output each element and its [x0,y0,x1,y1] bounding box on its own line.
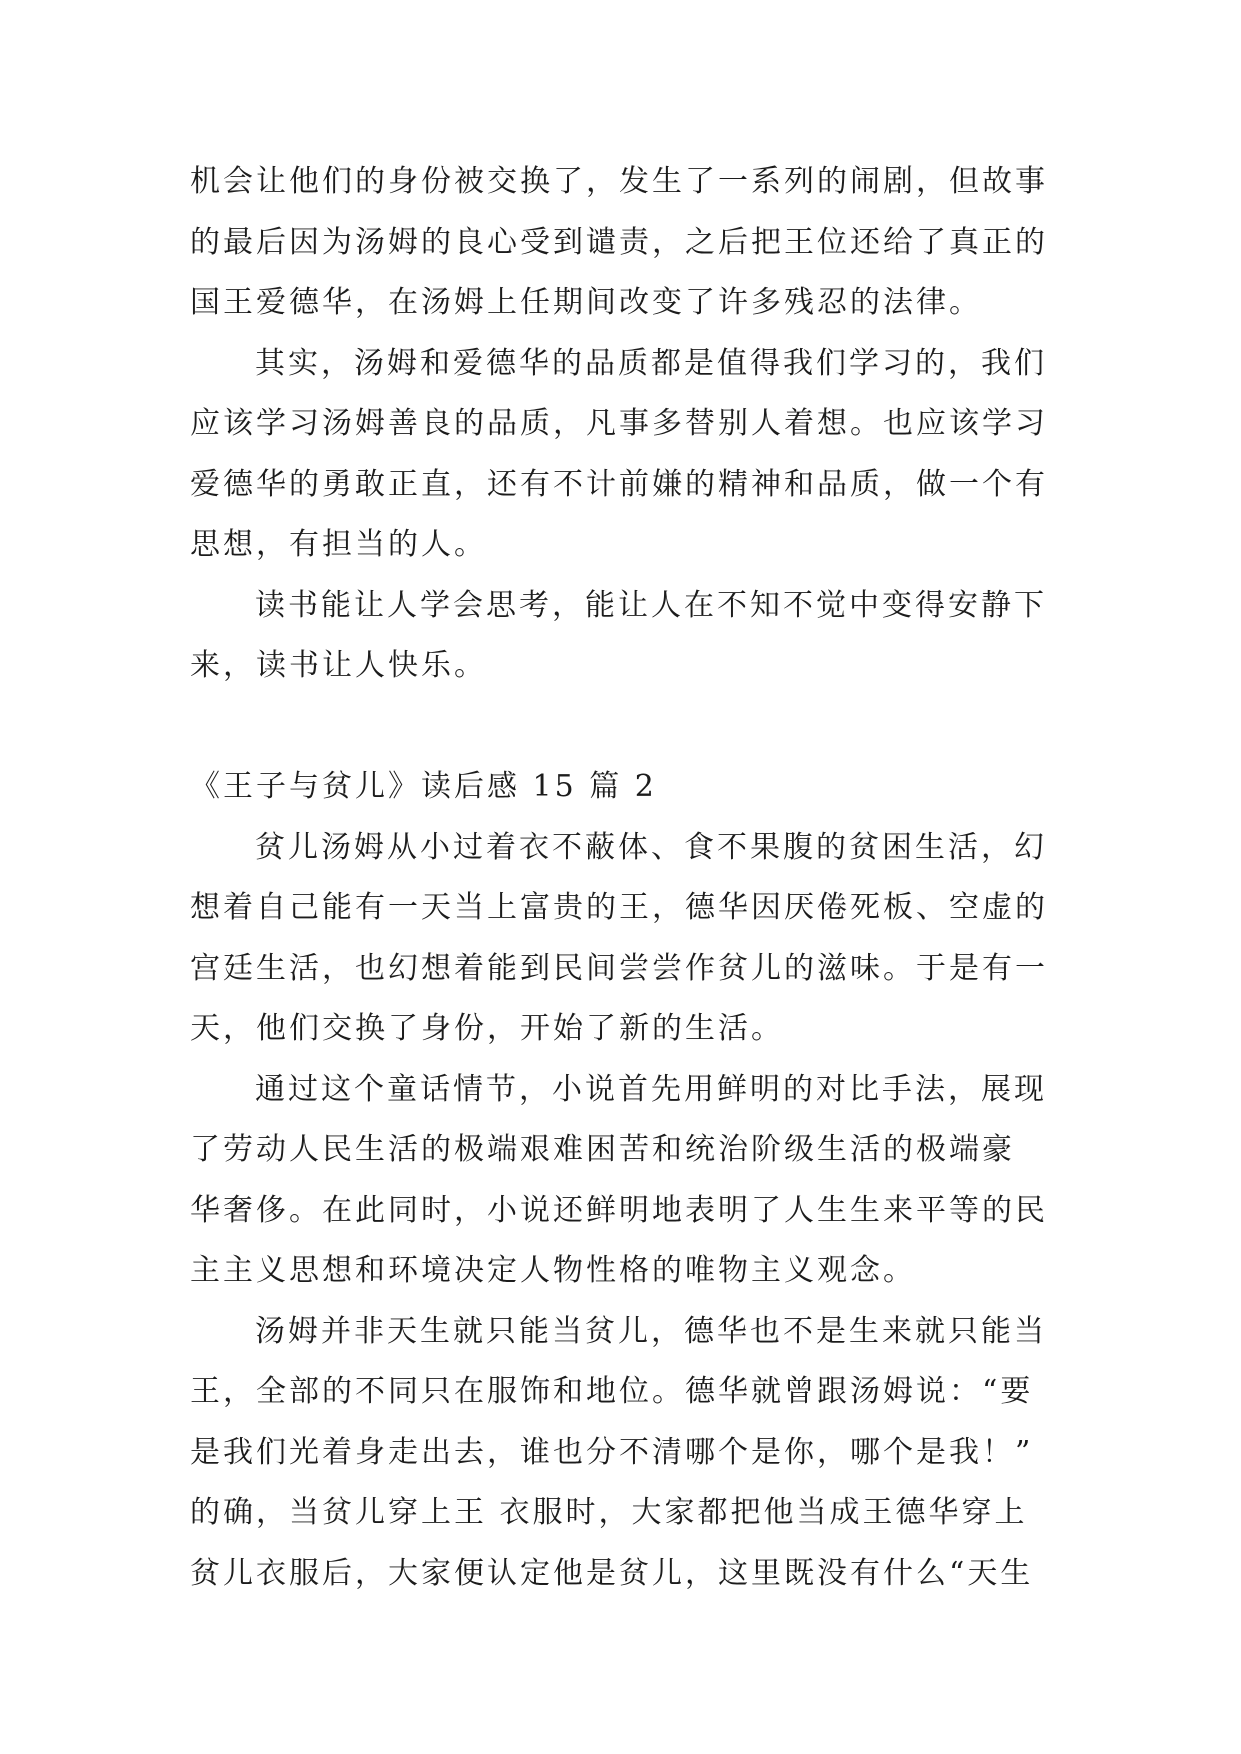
text-line: 汤姆并非天生就只能当贫儿，德华也不是生来就只能当 [255,1313,1047,1349]
text-line: 应该学习汤姆善良的品质，凡事多替别人着想。也应该学习 [190,406,1048,441]
text-line: 来，读书让人快乐。 [190,648,487,683]
paragraph-4 [190,818,1051,1060]
text-line: 华奢侈。在此同时，小说还鲜明地表明了人生生来平等的民 [190,1192,1048,1228]
text-line: 想着自己能有一天当上富贵的王，德华因厌倦死板、空虚的 [190,890,1048,925]
text-line: 主主义思想和环境决定人物性格的唯物主义观念。 [190,1253,916,1288]
section-heading: 《王子与贫儿》读后感 15 篇 2 [190,769,657,804]
text-line: 了劳动人民生活的极端艰难困苦和统治阶级生活的极端豪 [190,1132,1015,1167]
text-line: 宫廷生活，也幻想着能到民间尝尝作贫儿的滋味。于是有一 [190,950,1048,986]
text-line: 贫儿汤姆从小过着衣不蔽体、食不果腹的贫困生活，幻 [255,829,1047,865]
text-line: 天，他们交换了身份，开始了新的生活。 [190,1011,784,1046]
text-line: 爱德华的勇敢正直，还有不计前嫌的精神和品质，做一个有 [190,466,1048,502]
text-line: 贫儿衣服后，大家便认定他是贫儿，这里既没有什么“天生 [190,1555,1034,1591]
text-line: 是我们光着身走出去，谁也分不清哪个是你，哪个是我！” [190,1434,1034,1470]
document-body [190,152,1051,1604]
paragraph-5 [190,1060,1051,1302]
paragraph-3 [190,576,1051,697]
text-line: 的确，当贫儿穿上王 衣服时，大家都把他当成王德华穿上 [190,1495,1028,1530]
text-line: 机会让他们的身份被交换了，发生了一系列的闹剧，但故事 [190,164,1048,199]
text-line: 国王爱德华，在汤姆上任期间改变了许多残忍的法律。 [190,285,982,320]
text-line: 思想，有担当的人。 [190,527,487,562]
paragraph-1 [190,152,1051,334]
text-line: 通过这个童话情节，小说首先用鲜明的对比手法，展现 [255,1071,1047,1107]
text-line: 王，全部的不同只在服饰和地位。德华就曾跟汤姆说：“要 [190,1374,1034,1409]
text-line: 读书能让人学会思考，能让人在不知不觉中变得安静下 [255,587,1047,623]
paragraph-6 [190,1302,1051,1605]
blank-line [190,697,1051,758]
text-line: 的最后因为汤姆的良心受到谴责，之后把王位还给了真正的 [190,224,1048,260]
paragraph-2 [190,334,1051,576]
text-line: 其实，汤姆和爱德华的品质都是值得我们学习的，我们 [255,345,1047,381]
